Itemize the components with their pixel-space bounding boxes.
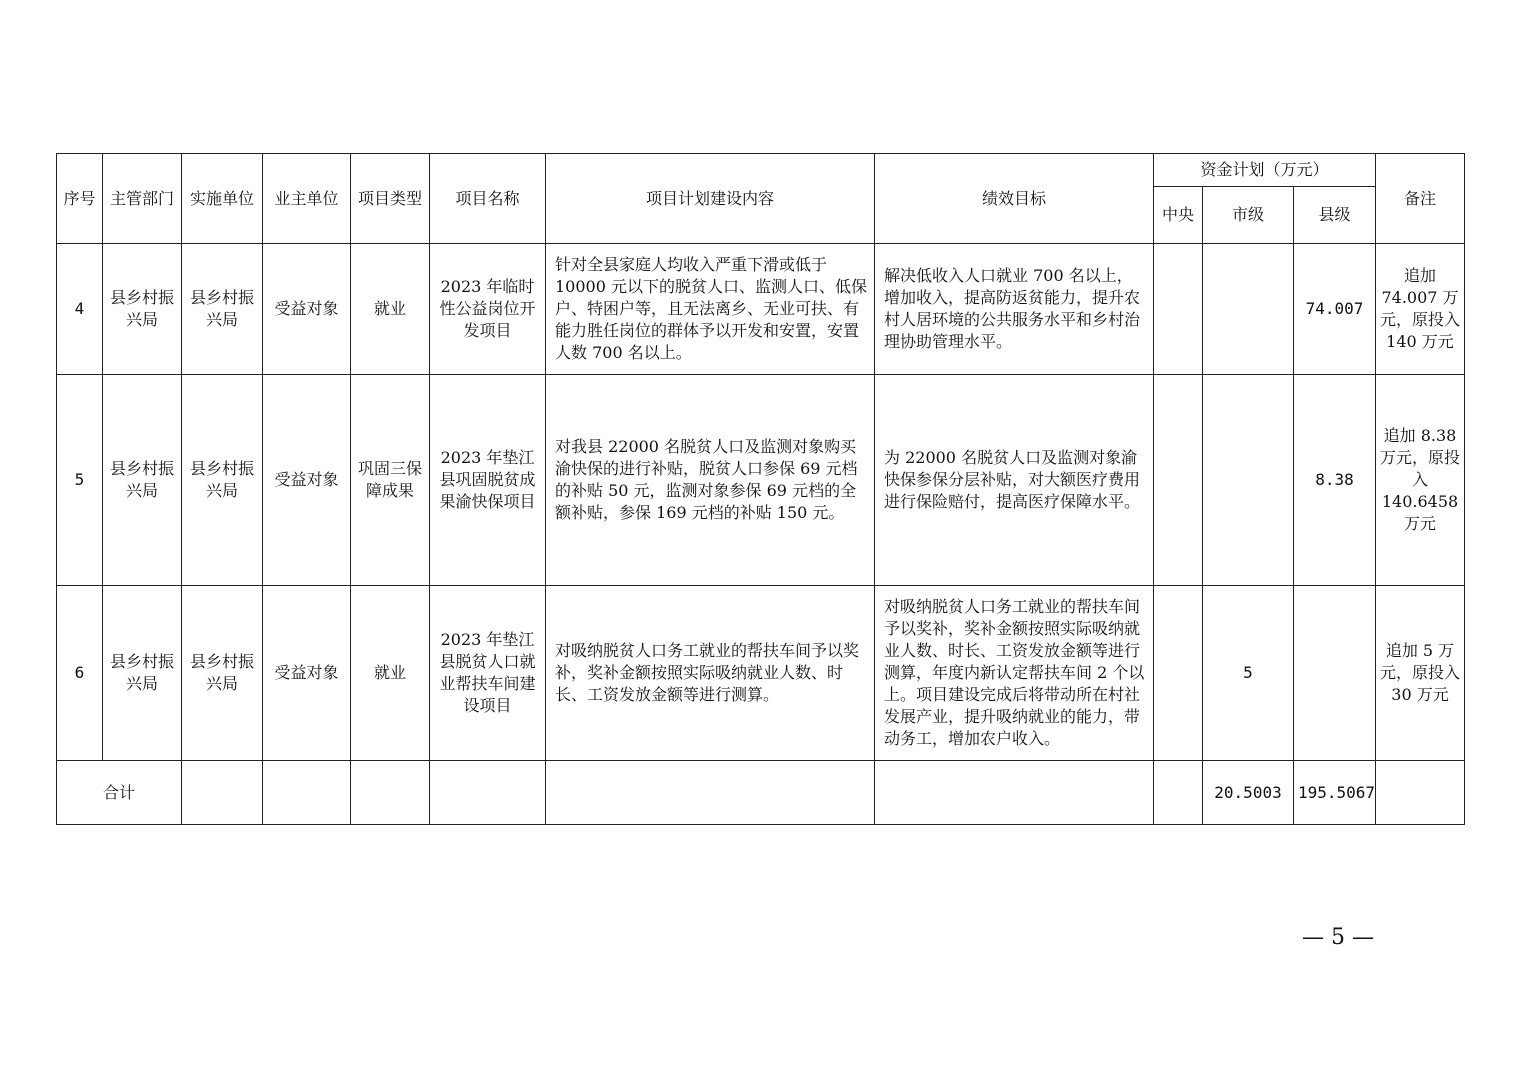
cell-project-name: 2023 年临时性公益岗位开发项目 — [430, 244, 546, 375]
cell-dept: 县乡村振兴局 — [103, 586, 182, 761]
cell-seq: 6 — [57, 586, 103, 761]
table-row — [57, 244, 1465, 375]
table-row — [57, 586, 1465, 761]
cell-owner: 受益对象 — [263, 586, 351, 761]
empty-cell — [1376, 761, 1465, 825]
header-funds: 资金计划（万元） — [1154, 154, 1376, 187]
cell-remark: 追加 5 万元，原投入 30 万元 — [1376, 586, 1465, 761]
cell-type: 就业 — [351, 586, 430, 761]
header-row — [57, 154, 1465, 187]
cell-central — [1154, 244, 1203, 375]
header-city: 市级 — [1203, 187, 1294, 244]
table-row — [57, 375, 1465, 586]
header-target: 绩效目标 — [875, 154, 1154, 244]
cell-county: 74.007 — [1294, 244, 1376, 375]
empty-cell — [263, 761, 351, 825]
total-label: 合计 — [57, 761, 182, 825]
cell-seq: 4 — [57, 244, 103, 375]
cell-owner: 受益对象 — [263, 375, 351, 586]
total-central — [1154, 761, 1203, 825]
cell-content: 对吸纳脱贫人口务工就业的帮扶车间予以奖补，奖补金额按照实际吸纳就业人数、时长、工资发放金额等进行测算。 — [546, 586, 875, 761]
cell-impl: 县乡村振兴局 — [182, 586, 263, 761]
header-owner: 业主单位 — [263, 154, 351, 244]
cell-impl: 县乡村振兴局 — [182, 375, 263, 586]
cell-county — [1294, 586, 1376, 761]
cell-target: 为 22000 名脱贫人口及监测对象渝快保参保分层补贴，对大额医疗费用进行保险赔付，提高医疗保障水平。 — [875, 375, 1154, 586]
cell-content: 对我县 22000 名脱贫人口及监测对象购买渝快保的进行补贴，脱贫人口参保 69 元档的补贴 50 元，监测对象参保 69 元档的全额补贴，参保 169 元档的补贴 150 元。 — [546, 375, 875, 586]
cell-content: 针对全县家庭人均收入严重下滑或低于 10000 元以下的脱贫人口、监测人口、低保户、特困户等，且无法离乡、无业可扶、有能力胜任岗位的群体予以开发和安置，安置人数 700 名以上。 — [546, 244, 875, 375]
header-dept: 主管部门 — [103, 154, 182, 244]
cell-impl: 县乡村振兴局 — [182, 244, 263, 375]
header-central: 中央 — [1154, 187, 1203, 244]
total-city: 20.5003 — [1203, 761, 1294, 825]
page-number: — 5 — — [1302, 925, 1374, 950]
cell-remark: 追加 8.38 万元，原投入 140.6458 万元 — [1376, 375, 1465, 586]
cell-city — [1203, 375, 1294, 586]
cell-target: 解决低收入人口就业 700 名以上，增加收入，提高防返贫能力，提升农村人居环境的公共服务水平和乡村治理协助管理水平。 — [875, 244, 1154, 375]
cell-type: 巩固三保障成果 — [351, 375, 430, 586]
cell-remark: 追加 74.007 万元，原投入 140 万元 — [1376, 244, 1465, 375]
cell-central — [1154, 586, 1203, 761]
cell-dept: 县乡村振兴局 — [103, 244, 182, 375]
cell-project-name: 2023 年垫江县脱贫人口就业帮扶车间建设项目 — [430, 586, 546, 761]
header-name: 项目名称 — [430, 154, 546, 244]
empty-cell — [430, 761, 546, 825]
empty-cell — [351, 761, 430, 825]
cell-project-name: 2023 年垫江县巩固脱贫成果渝快保项目 — [430, 375, 546, 586]
header-content: 项目计划建设内容 — [546, 154, 875, 244]
cell-county: 8.38 — [1294, 375, 1376, 586]
header-county: 县级 — [1294, 187, 1376, 244]
header-impl: 实施单位 — [182, 154, 263, 244]
cell-city: 5 — [1203, 586, 1294, 761]
cell-type: 就业 — [351, 244, 430, 375]
header-type: 项目类型 — [351, 154, 430, 244]
funding-plan-table — [56, 153, 1465, 825]
total-county: 195.5067 — [1294, 761, 1376, 825]
empty-cell — [182, 761, 263, 825]
cell-central — [1154, 375, 1203, 586]
total-row — [57, 761, 1465, 825]
cell-dept: 县乡村振兴局 — [103, 375, 182, 586]
cell-target: 对吸纳脱贫人口务工就业的帮扶车间予以奖补，奖补金额按照实际吸纳就业人数、时长、工资发放金额等进行测算，年度内新认定帮扶车间 2 个以上。项目建设完成后将带动所在村社发展产业，提升吸纳就业的能力，带动务工，增加农户收入。 — [875, 586, 1154, 761]
empty-cell — [546, 761, 875, 825]
cell-city — [1203, 244, 1294, 375]
header-seq: 序号 — [57, 154, 103, 244]
cell-owner: 受益对象 — [263, 244, 351, 375]
empty-cell — [875, 761, 1154, 825]
header-remark: 备注 — [1376, 154, 1465, 244]
cell-seq: 5 — [57, 375, 103, 586]
